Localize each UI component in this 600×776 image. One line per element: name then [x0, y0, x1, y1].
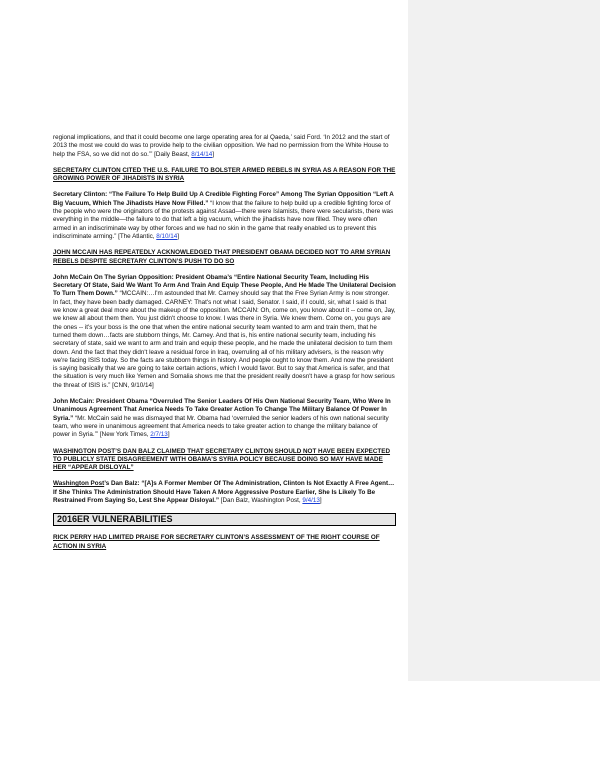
source-link-nyt[interactable]: 2/7/13: [150, 431, 168, 439]
paragraph-mccain-cnn: John McCain On The Syrian Opposition: President Obama’s “Entire National Security Team, Including His Secretary Of State, Said We Want To Arm And Train And Equip These People, And He Made The Unilateral Decision To Turn Them Down.” “MCCAIN:…I'm astounded that Mr. Carney should say that the Free Syrian Army is now stronger. In fact, they have been badly damaged. CARNEY: That's not what I said, Senator. I said, if I could, sir, what I said is that we know a great deal more about the makeup of the opposition. MCCAIN: Oh, come on, you know about it -- come on, Jay, we knew all about them then. You just didn't choose to know. I was there in Syria. We knew them. Come on, you guys are the ones -- it's your boss is the one that when the entire national security team wanted to arm and train them, that he turned them down…facts are stubborn things, Mr. Carney. And that is, his entire national security team, including his secretary of state, said we want to arm and train and equip these people, and he made the unilateral decision to turn them down. And the fact that they didn't leave a residual force in Iraq, overruling all of his military advisers, is the reason why we're facing ISIS today. So the facts are stubborn things in history. And people ought to know them. And now the president is saying basically that we are going to take certain actions, which I would favor. But to say that America is safer, and that the situation is very much like Yemen and Somalia shows me that the president really doesn't have a grasp for how serious the threat of ISIS is.” [CNN, 9/10/14]: [53, 273, 396, 389]
document-body: [53, 134, 396, 559]
heading-clinton-rebels: SECRETARY CLINTON CITED THE U.S. FAILURE TO BOLSTER ARMED REBELS IN SYRIA AS A REASON FOR THE GROWING POWER OF JIHADISTS IN SYRIA: [53, 166, 396, 183]
comment-margin: [408, 0, 600, 681]
heading-balz: WASHINGTON POST’S DAN BALZ CLAIMED THAT SECRETARY CLINTON SHOULD NOT HAVE BEEN EXPECTED TO PUBLICLY STATE DISAGREEMENT WITH OBAMA’S SYRIA POLICY BECAUSE DOING SO MAY HAVE MADE HER “APPEAR DISLOYAL”: [53, 447, 391, 472]
paragraph-mccain-nyt: John McCain: President Obama “Overruled The Senior Leaders Of His Own National Security Team, Who Were In Unanimous Agreement That America Needs To Take Greater Action To Change The Military Balance Of Power In Syria.” “Mr. McCain said he was dismayed that Mr. Obama had ‘overruled the senior leaders of his own national security team, who were in unanimous agreement that America needs to take greater action to change the military balance of power in Syria.’” [New York Times, 2/7/13]: [53, 398, 391, 439]
section-title: 2016ER VULNERABILITIES: [53, 513, 396, 526]
source-link-daily-beast[interactable]: 8/14/14: [191, 150, 213, 158]
paragraph-ford-quote: regional implications, and that it could become one large operating area for al Qaeda,’ said Ford. ‘In 2012 and the start of 2013 the most we could do was to provide help to the civilian opposition. We had no permission from the White House to help the FSA, so we did not do so.’” [Daily Beast, 8/14/14]: [53, 134, 390, 158]
paragraph-clinton-quote: Secretary Clinton: “The Failure To Help Build Up A Credible Fighting Force” Among The Syrian Opposition “Left A Big Vacuum, Which The Jihadists Have Now Filled.” “I know that the failure to help build up a credible fighting force of the people who were the originators of the protests against Assad—there were Islamists, there were secularists, there was everything in the middle—the failure to do that left a big vacuum, which the jihadists have now filled. They were often armed in an indiscriminate way by other forces and we had no skin in the game that really enabled us to prevent this indiscriminate arming.” [The Atlantic, 8/10/14]: [53, 191, 394, 240]
heading-rick-perry: RICK PERRY HAD LIMITED PRAISE FOR SECRETARY CLINTON’S ASSESSMENT OF THE RIGHT COURSE OF ACTION IN SYRIA: [53, 534, 380, 550]
source-link-wapo[interactable]: 9/4/13: [302, 496, 320, 504]
source-link-atlantic[interactable]: 8/10/14: [156, 232, 178, 240]
paragraph-balz-quote: Washington Post’s Dan Balz: “[A]s A Former Member Of The Administration, Clinton Is Not Exactly A Free Agent…If She Thinks The Administration Should Have Taken A More Aggressive Posture Earlier, She Is Likely To Be Restrained From Saying So, Lest She Appear Disloyal.” [Dan Balz, Washington Post, 9/4/13]: [53, 480, 395, 504]
heading-mccain-acknowledged: JOHN MCCAIN HAS REPEATEDLY ACKNOWLEDGED THAT PRESIDENT OBAMA DECIDED NOT TO ARM SYRIAN REBELS DESPITE SECRETARY CLINTON’S PUSH TO DO SO: [53, 249, 391, 265]
